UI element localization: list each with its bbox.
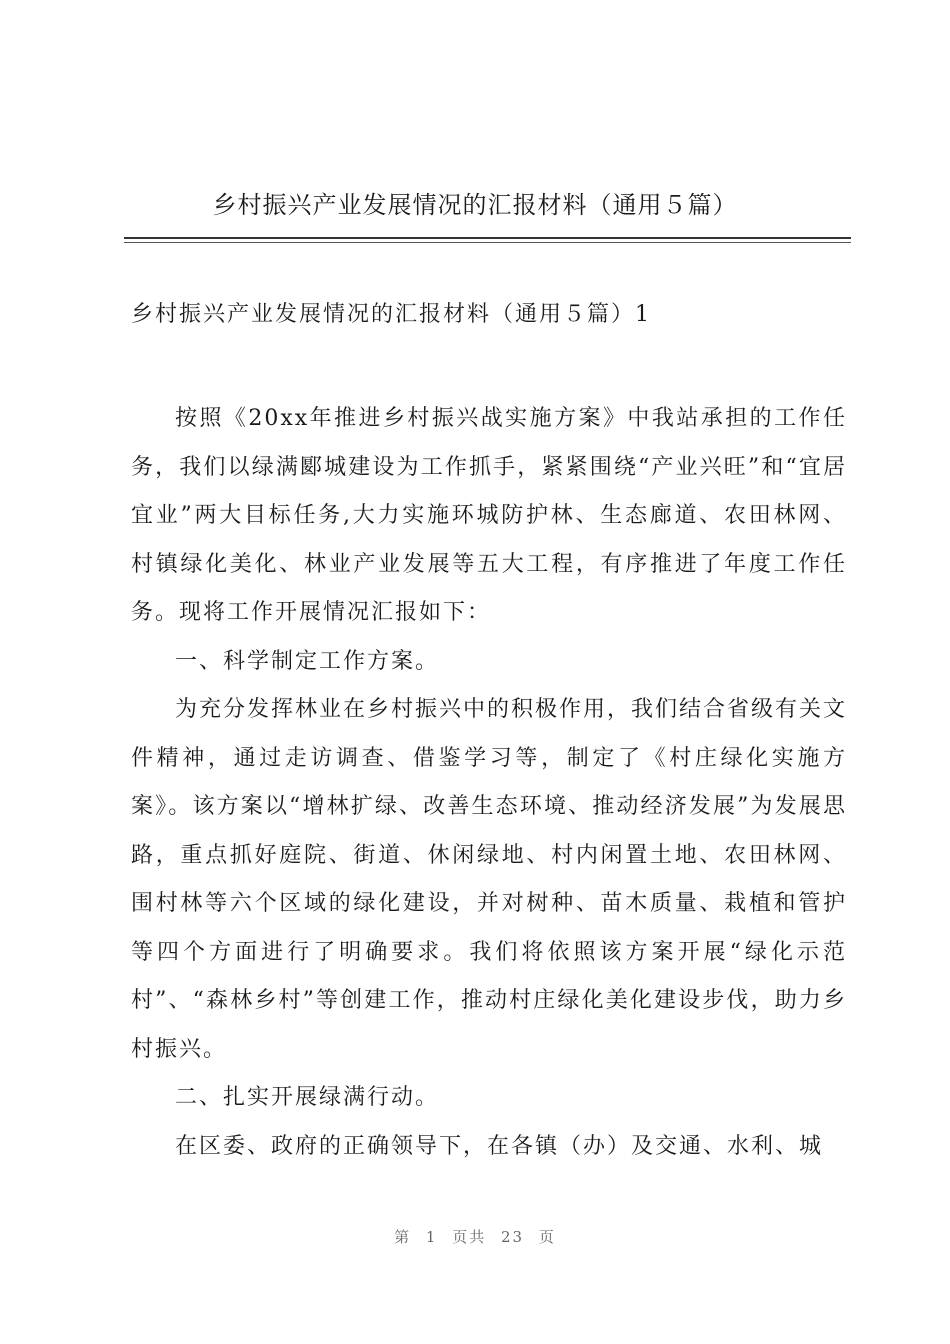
document-title: 乡村振兴产业发展情况的汇报材料（通用５篇） [212, 191, 738, 219]
section-heading-1: 一、科学制定工作方案。 [175, 648, 440, 674]
footer-prefix: 第 [394, 1228, 412, 1246]
title-divider-thick [124, 237, 851, 239]
section-subtitle: 乡村振兴产业发展情况的汇报材料（通用５篇）1 [131, 302, 651, 327]
footer-total-pages: 23 [501, 1228, 525, 1246]
paragraph-intro: 按照《20xx年推进乡村振兴战实施方案》中我站承担的工作任务，我们以绿满郾城建设为工作抓手，紧紧围绕“产业兴旺”和“宜居宜业”两大目标任务,大力实施环城防护林、生态廊道、农田林网、村镇绿化美化、林业产业发展等五大工程，有序推进了年度工作任务。现将工作开展情况汇报如下： [131, 406, 847, 625]
paragraph-plan: 为充分发挥林业在乡村振兴中的积极作用，我们结合省级有关文件精神，通过走访调查、借鉴学习等，制定了《村庄绿化实施方案》。该方案以“增林扩绿、改善生态环境、推动经济发展”为发展思路，重点抓好庭院、街道、休闲绿地、村内闲置土地、农田林网、围村林等六个区域的绿化建设，并对树种、苗木质量、栽植和管护等四个方面进行了明确要求。我们将依照该方案开展“绿化示范村”、“森林乡村”等创建工作，推动村庄绿化美化建设步伐，助力乡村振兴。 [131, 697, 848, 1062]
page-footer [0, 1226, 950, 1247]
title-divider-thin [124, 242, 851, 243]
footer-middle: 页共 [452, 1228, 487, 1246]
paragraph-action: 在区委、政府的正确领导下，在各镇（办）及交通、水利、城 [175, 1133, 824, 1159]
footer-page-number: 1 [425, 1228, 438, 1246]
section-heading-2: 二、扎实开展绿满行动。 [175, 1085, 440, 1110]
document-body [131, 395, 847, 1171]
footer-suffix: 页 [538, 1228, 556, 1246]
